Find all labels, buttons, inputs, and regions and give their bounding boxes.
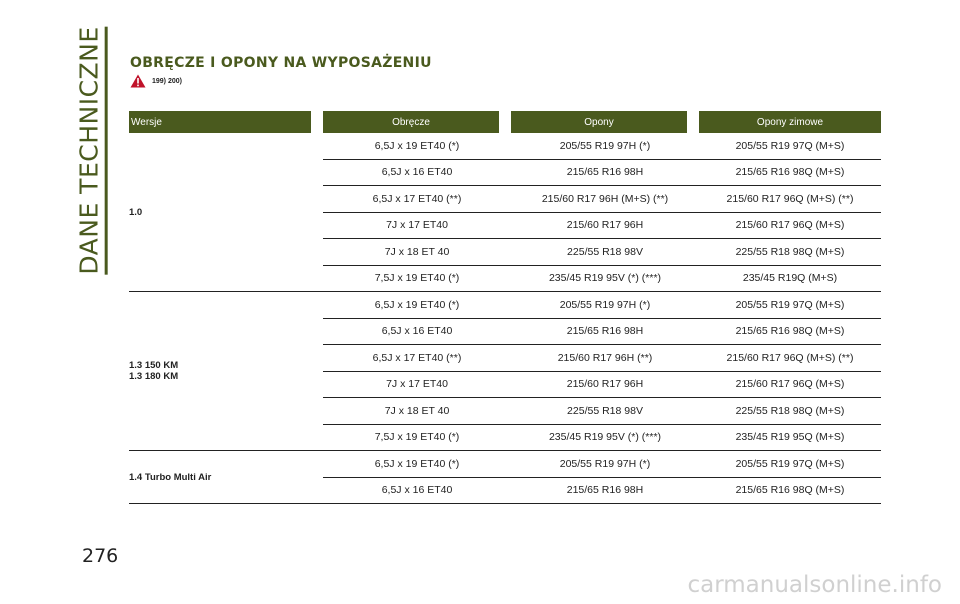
watermark: carmanualsonline.info bbox=[687, 572, 942, 598]
winter-tyre-cell: 215/60 R17 96Q (M+S) (**) bbox=[699, 186, 881, 213]
winter-tyre-cell: 205/55 R19 97Q (M+S) bbox=[699, 292, 881, 319]
rim-cell: 7J x 17 ET40 bbox=[323, 372, 511, 399]
rims-tyres-table bbox=[129, 111, 881, 504]
tyre-cell: 235/45 R19 95V (*) (***) bbox=[511, 266, 699, 293]
rim-cell: 7J x 17 ET40 bbox=[323, 213, 511, 240]
rim-cell: 6,5J x 17 ET40 (**) bbox=[323, 186, 511, 213]
rim-cell: 7J x 18 ET 40 bbox=[323, 398, 511, 425]
winter-tyre-cell: 215/60 R17 96Q (M+S) bbox=[699, 213, 881, 240]
winter-tyre-cell: 215/60 R17 96Q (M+S) bbox=[699, 372, 881, 399]
version-label: 1.4 Turbo Multi Air bbox=[129, 471, 212, 483]
rim-cell: 6,5J x 19 ET40 (*) bbox=[323, 451, 511, 478]
rim-cell: 6,5J x 16 ET40 bbox=[323, 478, 511, 505]
table-body bbox=[129, 133, 881, 504]
tyre-cell: 205/55 R19 97H (*) bbox=[511, 451, 699, 478]
tyre-cell: 205/55 R19 97H (*) bbox=[511, 133, 699, 160]
winter-tyre-cell: 205/55 R19 97Q (M+S) bbox=[699, 451, 881, 478]
header-tyres: Opony bbox=[511, 111, 699, 133]
winter-tyre-cell: 215/65 R16 98Q (M+S) bbox=[699, 160, 881, 187]
rim-cell: 7,5J x 19 ET40 (*) bbox=[323, 425, 511, 452]
winter-tyre-cell: 215/65 R16 98Q (M+S) bbox=[699, 319, 881, 346]
tyre-cell: 215/65 R16 98H bbox=[511, 160, 699, 187]
header-versions: Wersje bbox=[129, 111, 323, 133]
tyre-cell: 225/55 R18 98V bbox=[511, 398, 699, 425]
tyre-cell: 205/55 R19 97H (*) bbox=[511, 292, 699, 319]
tyre-cell: 215/65 R16 98H bbox=[511, 319, 699, 346]
rim-cell: 6,5J x 17 ET40 (**) bbox=[323, 345, 511, 372]
version-cell bbox=[129, 133, 323, 292]
section-title-text: DANE TECHNICZNE bbox=[75, 26, 108, 274]
version-label: 1.3 150 KM bbox=[129, 360, 179, 371]
winter-tyre-cell: 215/60 R17 96Q (M+S) (**) bbox=[699, 345, 881, 372]
tyre-cell: 235/45 R19 95V (*) (***) bbox=[511, 425, 699, 452]
warning-reference bbox=[130, 74, 182, 88]
version-cell bbox=[129, 292, 323, 451]
tyre-cell: 215/60 R17 96H bbox=[511, 372, 699, 399]
page-number: 276 bbox=[82, 545, 119, 567]
winter-tyre-cell: 215/65 R16 98Q (M+S) bbox=[699, 478, 881, 505]
rim-cell: 6,5J x 16 ET40 bbox=[323, 319, 511, 346]
rim-cell: 7,5J x 19 ET40 (*) bbox=[323, 266, 511, 293]
table-header-row bbox=[129, 111, 881, 133]
winter-tyre-cell: 235/45 R19Q (M+S) bbox=[699, 266, 881, 293]
rim-cell: 7J x 18 ET 40 bbox=[323, 239, 511, 266]
table-row bbox=[129, 451, 881, 478]
winter-tyre-cell: 235/45 R19 95Q (M+S) bbox=[699, 425, 881, 452]
table-row bbox=[129, 292, 881, 319]
version-label: 1.3 180 KM bbox=[129, 371, 179, 382]
header-winter-tyres: Opony zimowe bbox=[699, 111, 881, 133]
table-row bbox=[129, 133, 881, 160]
rim-cell: 6,5J x 16 ET40 bbox=[323, 160, 511, 187]
warning-ref-numbers: 199) 200) bbox=[152, 77, 182, 85]
winter-tyre-cell: 205/55 R19 97Q (M+S) bbox=[699, 133, 881, 160]
version-label: 1.0 bbox=[129, 206, 143, 218]
page-heading: OBRĘCZE I OPONY NA WYPOSAŻENIU bbox=[130, 55, 432, 71]
winter-tyre-cell: 225/55 R18 98Q (M+S) bbox=[699, 398, 881, 425]
warning-triangle-icon bbox=[130, 74, 146, 88]
rim-cell: 6,5J x 19 ET40 (*) bbox=[323, 133, 511, 160]
winter-tyre-cell: 225/55 R18 98Q (M+S) bbox=[699, 239, 881, 266]
version-cell bbox=[129, 451, 323, 504]
section-title bbox=[74, 25, 108, 275]
tyre-cell: 215/65 R16 98H bbox=[511, 478, 699, 505]
tyre-cell: 225/55 R18 98V bbox=[511, 239, 699, 266]
tyre-cell: 215/60 R17 96H (M+S) (**) bbox=[511, 186, 699, 213]
header-rims: Obręcze bbox=[323, 111, 511, 133]
tyre-cell: 215/60 R17 96H (**) bbox=[511, 345, 699, 372]
rim-cell: 6,5J x 19 ET40 (*) bbox=[323, 292, 511, 319]
tyre-cell: 215/60 R17 96H bbox=[511, 213, 699, 240]
